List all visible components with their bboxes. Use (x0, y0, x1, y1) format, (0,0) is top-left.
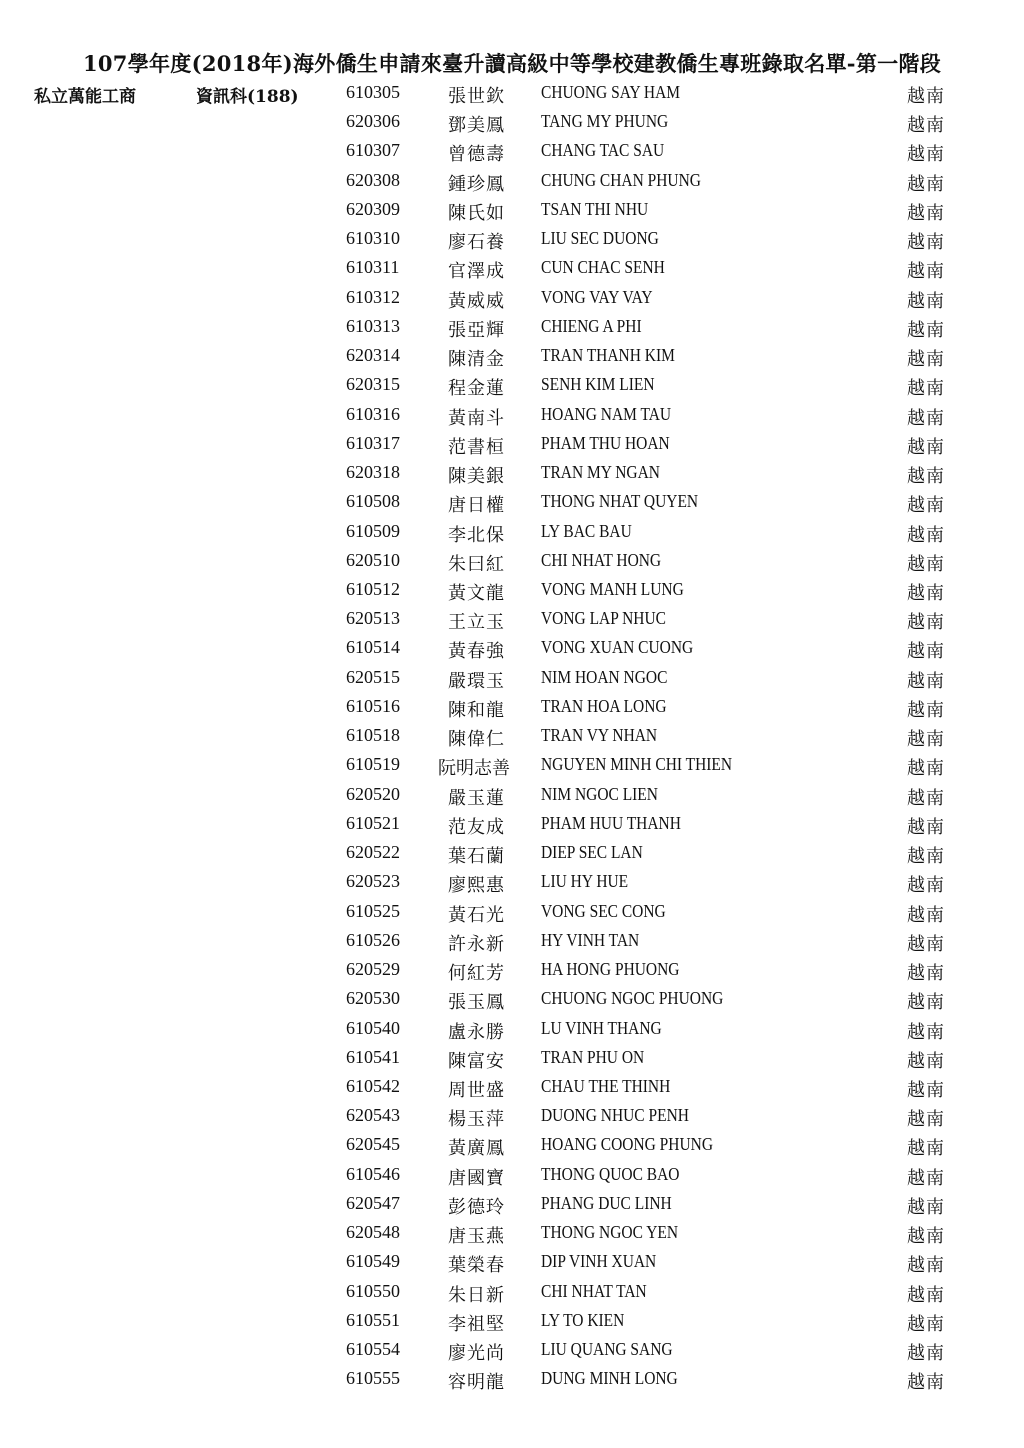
country: 越南 (907, 407, 945, 429)
student-id: 620547 (346, 1192, 400, 1213)
country: 越南 (907, 729, 945, 751)
english-name: CHUONG NGOC PHUONG (541, 988, 724, 1009)
table-row (0, 604, 1024, 633)
student-id: 620543 (346, 1105, 400, 1126)
country: 越南 (907, 1079, 945, 1101)
country: 越南 (907, 495, 945, 517)
table-row (0, 1277, 1024, 1306)
table-row (0, 1043, 1024, 1072)
school-name: 私立萬能工商 (34, 87, 136, 107)
chinese-name: 彭德玲 (448, 1196, 505, 1218)
chinese-name: 程金蓮 (448, 378, 505, 400)
table-row (0, 1101, 1024, 1130)
english-name: PHAM HUU THANH (541, 812, 681, 833)
english-name: TSAN THI NHU (541, 198, 649, 219)
english-name: HOANG NAM TAU (541, 403, 672, 424)
table-row (0, 1306, 1024, 1335)
chinese-name: 張玉鳳 (448, 992, 505, 1014)
country: 越南 (907, 349, 945, 371)
table-row (0, 1014, 1024, 1043)
country: 越南 (907, 1021, 945, 1043)
country: 越南 (907, 524, 945, 546)
student-id: 620513 (346, 608, 400, 629)
chinese-name: 黃廣鳳 (448, 1138, 505, 1160)
table-row (0, 780, 1024, 809)
student-id: 610305 (346, 82, 400, 102)
chinese-name: 廖石養 (448, 232, 505, 254)
chinese-name: 官澤成 (448, 261, 505, 283)
student-id: 610317 (346, 432, 400, 453)
country: 越南 (907, 319, 945, 341)
english-name: NIM HOAN NGOC (541, 666, 668, 687)
country: 越南 (907, 378, 945, 400)
student-id: 620520 (346, 783, 400, 804)
chinese-name: 陳清金 (448, 349, 505, 371)
table-row (0, 633, 1024, 662)
chinese-name: 唐日權 (448, 495, 505, 517)
english-name: LIU SEC DUONG (541, 228, 659, 249)
english-name: TRAN MY NGAN (541, 462, 660, 483)
english-name: DIP VINH XUAN (541, 1251, 657, 1272)
table-row (0, 1218, 1024, 1247)
table-row (0, 1189, 1024, 1218)
table-row (0, 429, 1024, 458)
chinese-name: 葉石蘭 (448, 846, 505, 868)
table-row (0, 341, 1024, 370)
english-name: VONG MANH LUNG (541, 578, 684, 599)
student-id: 610519 (346, 754, 400, 775)
student-id: 610512 (346, 578, 400, 599)
table-row (0, 1072, 1024, 1101)
country: 越南 (907, 1255, 945, 1277)
english-name: VONG XUAN CUONG (541, 637, 694, 658)
country: 越南 (907, 202, 945, 224)
chinese-name: 黃南斗 (448, 407, 505, 429)
country: 越南 (907, 144, 945, 166)
english-name: CHIENG A PHI (541, 315, 642, 336)
country: 越南 (907, 992, 945, 1014)
table-row (0, 984, 1024, 1013)
student-id: 610307 (346, 140, 400, 161)
english-name: HOANG COONG PHUNG (541, 1134, 714, 1155)
chinese-name: 唐玉燕 (448, 1226, 505, 1248)
country: 越南 (907, 670, 945, 692)
english-name: CHI NHAT TAN (541, 1280, 647, 1301)
chinese-name: 嚴環玉 (448, 670, 505, 692)
table-row (0, 721, 1024, 750)
student-id: 610525 (346, 900, 400, 921)
table-row (0, 400, 1024, 429)
country: 越南 (907, 1138, 945, 1160)
english-name: TRAN PHU ON (541, 1046, 645, 1067)
country: 越南 (907, 86, 945, 107)
chinese-name: 黃春強 (448, 641, 505, 663)
table-row (0, 1335, 1024, 1364)
table-row (0, 575, 1024, 604)
country: 越南 (907, 612, 945, 634)
chinese-name: 陳美銀 (448, 466, 505, 488)
student-id: 610508 (346, 491, 400, 512)
english-name: NIM NGOC LIEN (541, 783, 658, 804)
chinese-name: 楊玉萍 (448, 1109, 505, 1131)
country: 越南 (907, 1050, 945, 1072)
table-row (0, 136, 1024, 165)
country: 越南 (907, 846, 945, 868)
department-name: 資訊科(188) (196, 87, 299, 107)
table-row (0, 692, 1024, 721)
country: 越南 (907, 1313, 945, 1335)
student-id: 610313 (346, 315, 400, 336)
student-id: 610312 (346, 286, 400, 307)
english-name: THONG NGOC YEN (541, 1222, 679, 1243)
table-row (0, 283, 1024, 312)
chinese-name: 張亞輝 (448, 319, 505, 341)
chinese-name: 黃威威 (448, 290, 505, 312)
table-row (0, 1160, 1024, 1189)
country: 越南 (907, 1284, 945, 1306)
table-row (0, 195, 1024, 224)
chinese-name: 容明龍 (448, 1372, 505, 1394)
table-row (0, 253, 1024, 282)
english-name: CHUNG CHAN PHUNG (541, 169, 701, 190)
english-name: HA HONG PHUONG (541, 959, 680, 980)
page-title: 107學年度(2018年)海外僑生申請來臺升讀高級中等學校建教僑生專班錄取名單-第一階段 (82, 51, 942, 76)
country: 越南 (907, 787, 945, 809)
country: 越南 (907, 582, 945, 604)
chinese-name: 何紅芳 (448, 963, 505, 985)
english-name: THONG NHAT QUYEN (541, 491, 699, 512)
chinese-name: 李祖堅 (448, 1313, 505, 1335)
table-row (0, 867, 1024, 896)
student-id: 620545 (346, 1134, 400, 1155)
country: 越南 (907, 641, 945, 663)
table-row (0, 663, 1024, 692)
table-row (0, 926, 1024, 955)
student-id: 620548 (346, 1222, 400, 1243)
english-name: VONG VAY VAY (541, 286, 653, 307)
table-row (0, 224, 1024, 253)
country: 越南 (907, 1226, 945, 1248)
table-row (0, 78, 1024, 107)
english-name: CUN CHAC SENH (541, 257, 665, 278)
chinese-name: 黃石光 (448, 904, 505, 926)
country: 越南 (907, 466, 945, 488)
chinese-name: 李北保 (448, 524, 505, 546)
country: 越南 (907, 875, 945, 897)
english-name: DUNG MINH LONG (541, 1368, 678, 1389)
student-id: 610518 (346, 725, 400, 746)
student-id: 620314 (346, 345, 400, 366)
chinese-name: 陳富安 (448, 1050, 505, 1072)
country: 越南 (907, 232, 945, 254)
country: 越南 (907, 1109, 945, 1131)
student-id: 610526 (346, 929, 400, 950)
chinese-name: 盧永勝 (448, 1021, 505, 1043)
student-id: 610549 (346, 1251, 400, 1272)
student-id: 610540 (346, 1017, 400, 1038)
table-row (0, 370, 1024, 399)
student-id: 610541 (346, 1046, 400, 1067)
chinese-name: 廖光尚 (448, 1343, 505, 1365)
english-name: CHAU THE THINH (541, 1075, 671, 1096)
english-name: PHANG DUC LINH (541, 1192, 672, 1213)
student-id: 620522 (346, 842, 400, 863)
country: 越南 (907, 173, 945, 195)
table-row (0, 1130, 1024, 1159)
english-name: LY BAC BAU (541, 520, 632, 541)
student-id: 620309 (346, 198, 400, 219)
chinese-name: 嚴玉蓮 (448, 787, 505, 809)
english-name: DIEP SEC LAN (541, 842, 643, 863)
english-name: TRAN THANH KIM (541, 345, 675, 366)
english-name: NGUYEN MINH CHI THIEN (541, 754, 733, 775)
table-row (0, 312, 1024, 341)
english-name: CHUONG SAY HAM (541, 82, 681, 102)
table-row (0, 546, 1024, 575)
english-name: SENH KIM LIEN (541, 374, 655, 395)
table-row (0, 750, 1024, 779)
student-id: 610316 (346, 403, 400, 424)
chinese-name: 朱日新 (448, 1284, 505, 1306)
chinese-name: 鄧美鳳 (448, 115, 505, 137)
student-id: 620510 (346, 549, 400, 570)
chinese-name: 阮明志善 (438, 758, 510, 780)
country: 越南 (907, 115, 945, 137)
chinese-name: 朱曰紅 (448, 553, 505, 575)
table-row (0, 809, 1024, 838)
country: 越南 (907, 1372, 945, 1394)
english-name: PHAM THU HOAN (541, 432, 670, 453)
table-row (0, 838, 1024, 867)
table-row (0, 458, 1024, 487)
english-name: LIU HY HUE (541, 871, 629, 892)
table-row (0, 897, 1024, 926)
country: 越南 (907, 963, 945, 985)
english-name: LU VINH THANG (541, 1017, 662, 1038)
table-row (0, 517, 1024, 546)
student-id: 610311 (346, 257, 400, 278)
english-name: HY VINH TAN (541, 929, 640, 950)
table-row (0, 1364, 1024, 1393)
english-name: TRAN VY NHAN (541, 725, 658, 746)
english-name: LY TO KIEN (541, 1309, 625, 1330)
chinese-name: 鍾珍鳳 (448, 173, 505, 195)
english-name: TANG MY PHUNG (541, 111, 669, 132)
student-id: 610516 (346, 695, 400, 716)
student-id: 610551 (346, 1309, 400, 1330)
student-id: 610509 (346, 520, 400, 541)
chinese-name: 唐國寶 (448, 1167, 505, 1189)
student-id: 610550 (346, 1280, 400, 1301)
country: 越南 (907, 758, 945, 780)
chinese-name: 陳氏如 (448, 202, 505, 224)
country: 越南 (907, 290, 945, 312)
chinese-name: 王立玉 (448, 612, 505, 634)
chinese-name: 陳偉仁 (448, 729, 505, 751)
student-id: 610521 (346, 812, 400, 833)
student-id: 620306 (346, 111, 400, 132)
chinese-name: 許永新 (448, 933, 505, 955)
student-id: 620529 (346, 959, 400, 980)
chinese-name: 陳和龍 (448, 699, 505, 721)
student-id: 610310 (346, 228, 400, 249)
country: 越南 (907, 436, 945, 458)
student-id: 620530 (346, 988, 400, 1009)
chinese-name: 廖熙惠 (448, 875, 505, 897)
country: 越南 (907, 933, 945, 955)
student-id: 610542 (346, 1075, 400, 1096)
english-name: VONG SEC CONG (541, 900, 666, 921)
chinese-name: 范友成 (448, 816, 505, 838)
chinese-name: 黃文龍 (448, 582, 505, 604)
country: 越南 (907, 553, 945, 575)
english-name: TRAN HOA LONG (541, 695, 667, 716)
english-name: CHI NHAT HONG (541, 549, 662, 570)
table-row (0, 487, 1024, 516)
english-name: LIU QUANG SANG (541, 1339, 673, 1360)
country: 越南 (907, 261, 945, 283)
chinese-name: 曾德壽 (448, 144, 505, 166)
student-id: 610555 (346, 1368, 400, 1389)
student-id: 610546 (346, 1163, 400, 1184)
table-row (0, 166, 1024, 195)
country: 越南 (907, 904, 945, 926)
student-id: 620523 (346, 871, 400, 892)
chinese-name: 周世盛 (448, 1079, 505, 1101)
country: 越南 (907, 1167, 945, 1189)
english-name: VONG LAP NHUC (541, 608, 666, 629)
table-row (0, 107, 1024, 136)
student-id: 620308 (346, 169, 400, 190)
country: 越南 (907, 1343, 945, 1365)
english-name: THONG QUOC BAO (541, 1163, 680, 1184)
student-id: 620318 (346, 462, 400, 483)
chinese-name: 葉榮春 (448, 1255, 505, 1277)
student-id: 620315 (346, 374, 400, 395)
chinese-name: 范書桓 (448, 436, 505, 458)
country: 越南 (907, 1196, 945, 1218)
country: 越南 (907, 816, 945, 838)
country: 越南 (907, 699, 945, 721)
table-row (0, 1247, 1024, 1276)
chinese-name: 張世欽 (448, 86, 505, 107)
student-id: 620515 (346, 666, 400, 687)
english-name: DUONG NHUC PENH (541, 1105, 689, 1126)
english-name: CHANG TAC SAU (541, 140, 665, 161)
student-id: 610554 (346, 1339, 400, 1360)
admission-list (0, 78, 1024, 1394)
student-id: 610514 (346, 637, 400, 658)
table-row (0, 955, 1024, 984)
